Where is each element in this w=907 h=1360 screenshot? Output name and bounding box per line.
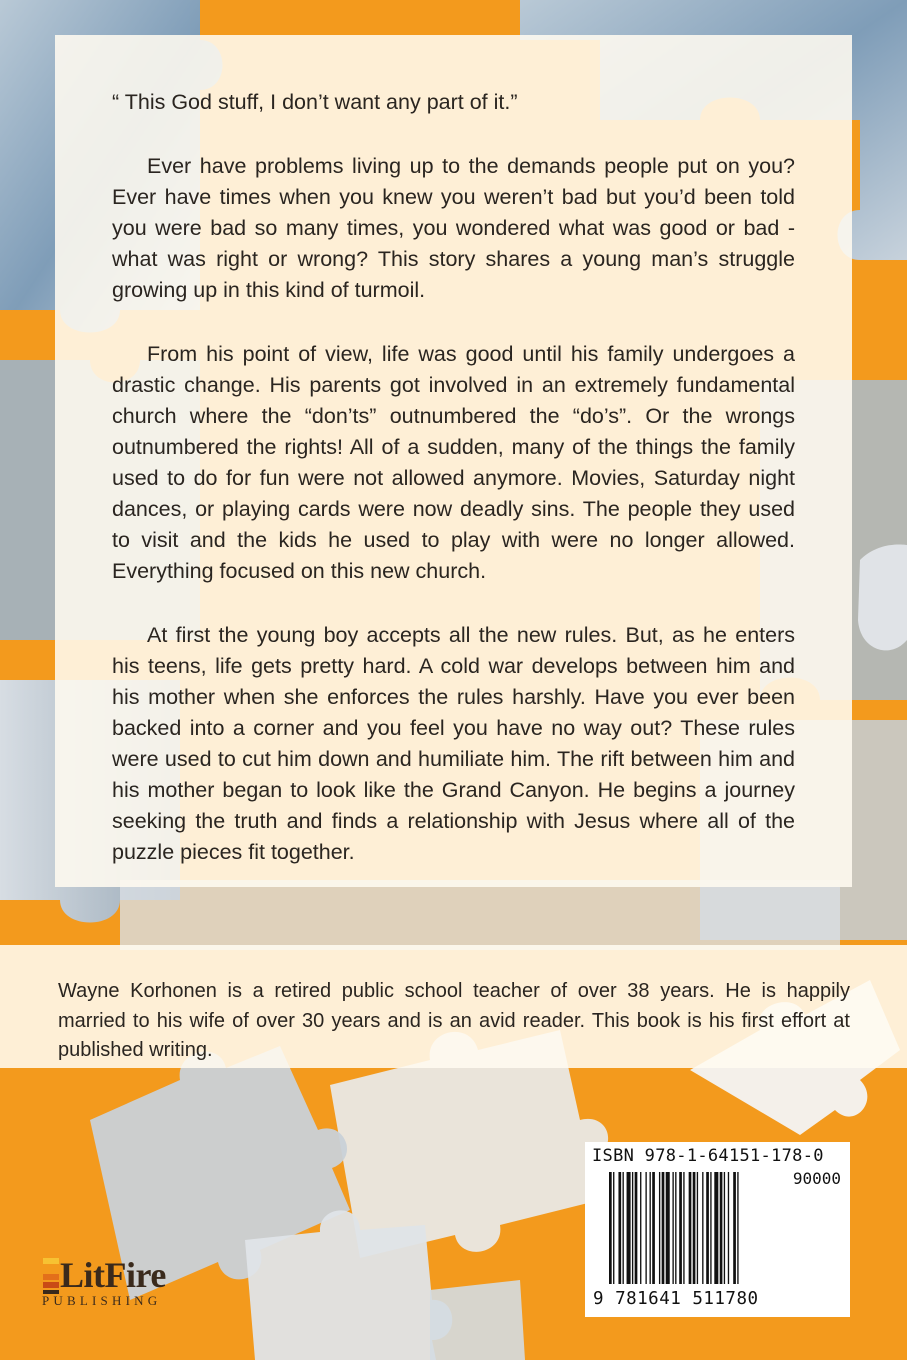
publisher-name: LitFire: [60, 1255, 166, 1295]
blurb-paragraph: At first the young boy accepts all the new rules. But, as he enters his teens, life gets pretty hard. A cold war develops between him and his mother when she enforces the rules harshly. Have you ever been backed into a corner and you feel you have no way out? These rules were used to cut him down and humiliate him. The rift between him and his mother began to look like the Grand Canyon. He begins a journey seeking the truth and finds a relationship with Jesus where all of the puzzle pieces fit together.: [112, 623, 795, 864]
blurb-paragraph: From his point of view, life was good until his family undergoes a drastic change. His parents got involved in an extremely fundamental church where the “don’ts” outnumbered the “do’s”. Or the wrongs outnumbered the rights! All of a sudden, many of the things the family used to do for fun were not allowed anymore. Movies, Saturday night dances, or playing cards were now deadly sins. The people they used to visit and the kids he used to play with were no longer allowed. Everything focused on this new church.: [112, 342, 795, 583]
city-fragment-band: [120, 880, 840, 950]
flame-bars-icon: [41, 1258, 61, 1294]
price-code: 90000: [792, 1169, 841, 1188]
blurb-panel: [55, 35, 852, 887]
isbn-barcode: [585, 1142, 850, 1317]
barcode-bars: [609, 1172, 779, 1287]
puzzle-piece-5: [430, 1280, 525, 1360]
ean-digits: 9 781641 511780: [593, 1289, 759, 1309]
blurb-paragraph: Ever have problems living up to the demands people put on you? Ever have times when you knew you weren’t bad but you’d been told you were bad so many times, you wondered what was good or bad - what was right or wrong? This story shares a young man’s struggle growing up in this kind of turmoil.: [112, 154, 795, 302]
puzzle-piece-6: [858, 544, 907, 650]
publisher-tagline: PUBLISHING: [42, 1293, 162, 1308]
publisher-logo: [38, 1252, 228, 1312]
author-bio: Wayne Korhonen is a retired public school teacher of over 38 years. He is happily married to his wife of over 30 years and is an avid reader. This book is his first effort at published writing.: [58, 980, 850, 1061]
author-bio-panel: [0, 945, 907, 1068]
opening-quote: “ This God stuff, I don’t want any part of it.”: [112, 90, 518, 114]
isbn-label: ISBN 978-1-64151-178-0: [592, 1146, 824, 1166]
